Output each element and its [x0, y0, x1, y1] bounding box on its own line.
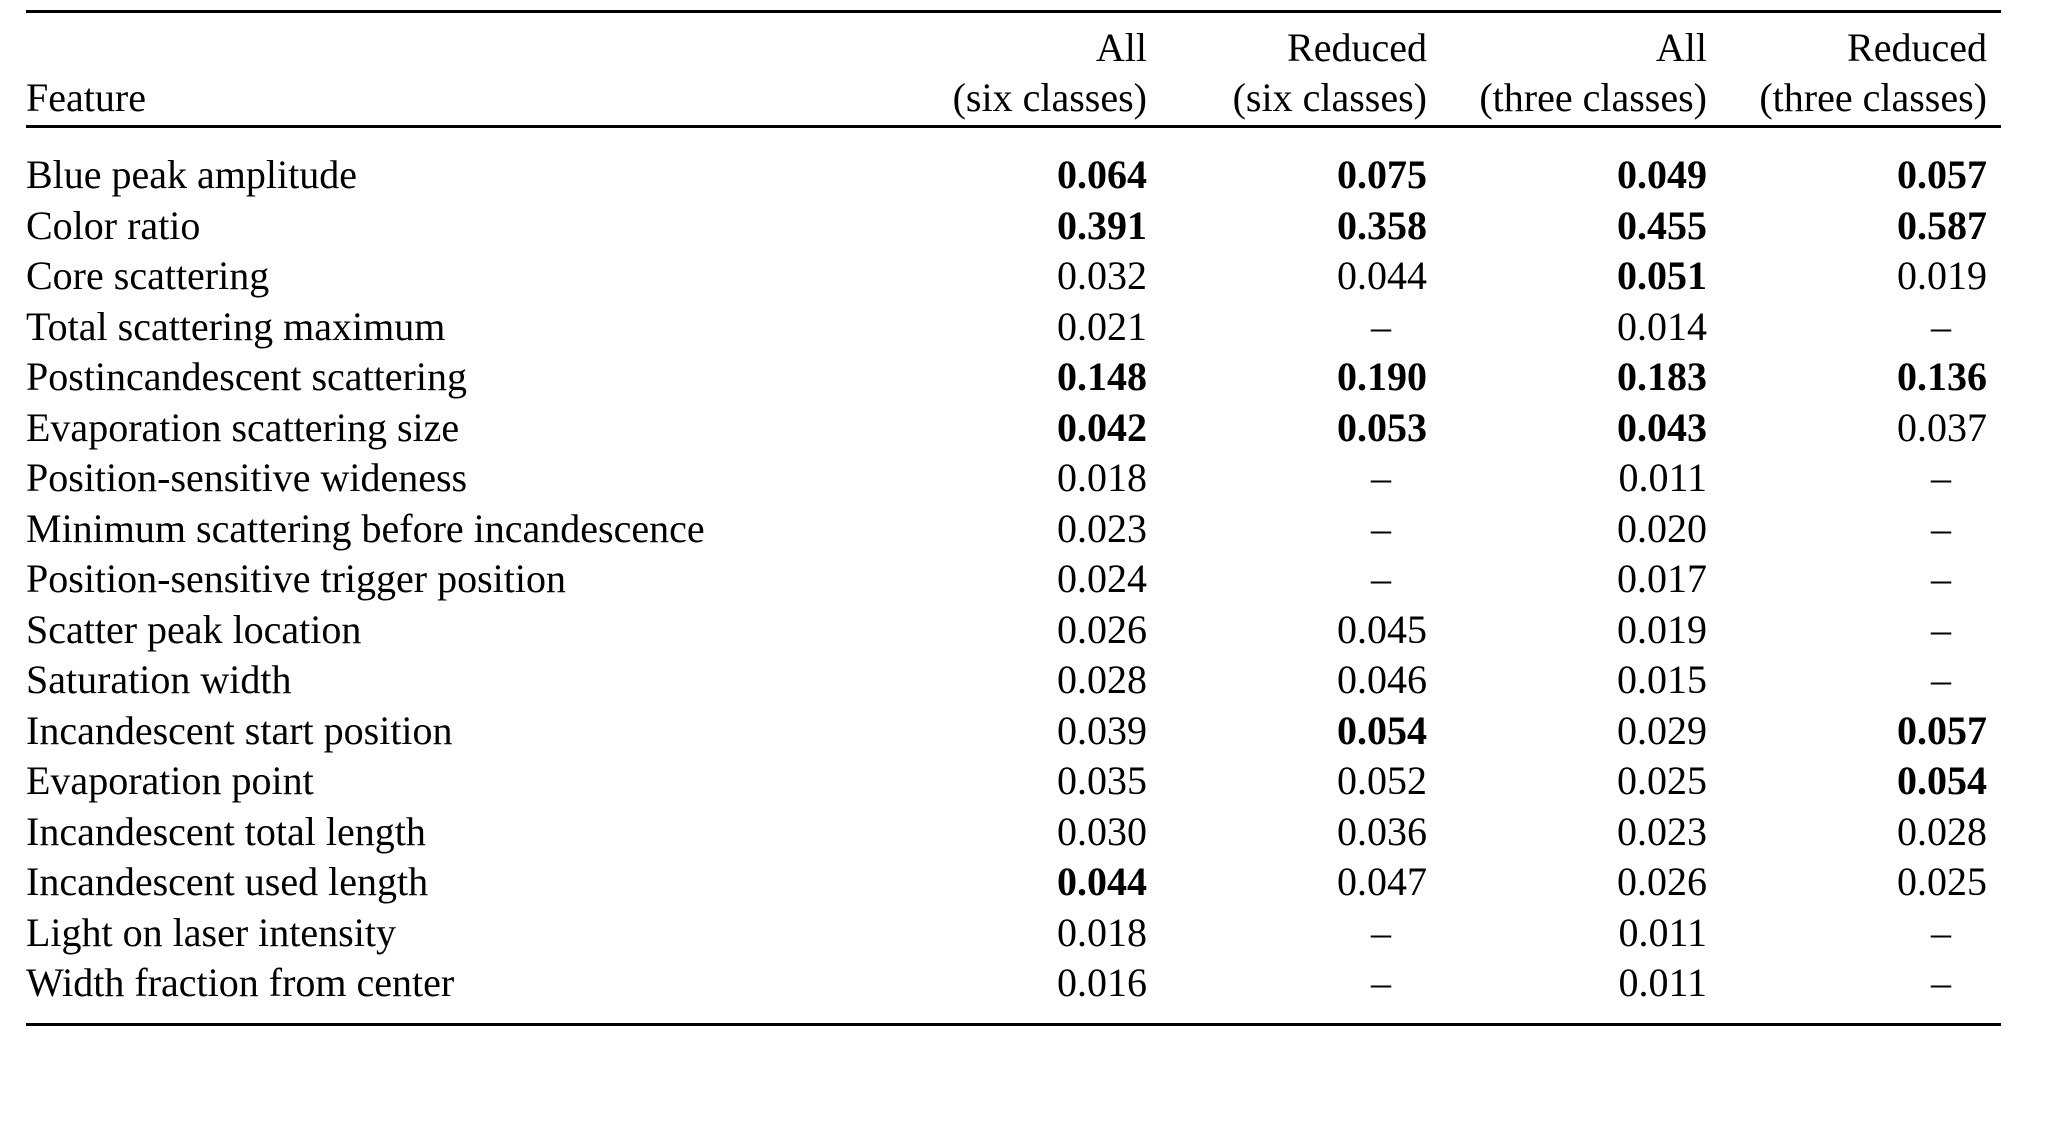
value-cell: 0.148	[1057, 354, 1147, 399]
column-header-all-six-line2: (six classes)	[952, 75, 1147, 120]
value-cell: –	[1371, 455, 1391, 500]
table-row	[26, 958, 2001, 1009]
table-row	[26, 251, 2001, 302]
value-cell: 0.054	[1897, 758, 1987, 803]
header-spacer-row	[26, 13, 2001, 23]
feature-name-cell: Blue peak amplitude	[26, 152, 358, 197]
value-cell: 0.019	[1617, 606, 1707, 652]
value-cell: 0.051	[1617, 253, 1707, 298]
value-cell: 0.017	[1617, 556, 1707, 601]
table-row	[26, 605, 2001, 656]
value-cell: –	[1371, 960, 1391, 1005]
value-cell: 0.075	[1337, 152, 1427, 197]
value-cell: 0.024	[1057, 556, 1147, 601]
value-cell: 0.042	[1057, 404, 1147, 450]
value-cell: 0.052	[1337, 758, 1427, 803]
value-cell: 0.015	[1617, 657, 1707, 702]
bottom-rule-row	[26, 1023, 2001, 1026]
value-cell: 0.044	[1337, 253, 1427, 298]
body-spacer-row	[26, 128, 2001, 150]
value-cell: 0.053	[1337, 404, 1427, 450]
value-cell: 0.047	[1337, 859, 1427, 904]
value-cell: 0.025	[1897, 859, 1987, 904]
feature-name-cell: Width fraction from center	[26, 960, 455, 1005]
column-header-feature	[26, 23, 881, 125]
value-cell: 0.026	[1057, 606, 1147, 652]
value-cell: –	[1371, 556, 1391, 601]
feature-name-cell: Light on laser intensity	[26, 909, 396, 955]
bottom-rule	[26, 1023, 2001, 1026]
value-cell: 0.023	[1057, 505, 1147, 551]
value-cell: –	[1931, 303, 1951, 349]
column-header-all-three-line1: All	[1655, 25, 1707, 70]
table-row	[26, 807, 2001, 858]
feature-name-cell: Core scattering	[26, 253, 270, 298]
value-cell: 0.026	[1617, 859, 1707, 904]
value-cell: 0.018	[1057, 909, 1147, 955]
table-row	[26, 302, 2001, 353]
table-row	[26, 453, 2001, 504]
table-row	[26, 403, 2001, 454]
value-cell: 0.045	[1337, 606, 1427, 652]
table-row	[26, 352, 2001, 403]
table-row	[26, 655, 2001, 706]
column-header-reduced-six-line2: (six classes)	[1232, 75, 1427, 120]
value-cell: 0.039	[1057, 707, 1147, 753]
table-row	[26, 756, 2001, 807]
value-cell: 0.019	[1897, 253, 1987, 298]
column-header-all-six	[881, 23, 1161, 125]
table-header	[26, 10, 2001, 150]
table-row	[26, 857, 2001, 908]
footer-spacer-row	[26, 1009, 2001, 1023]
value-cell: 0.046	[1337, 657, 1427, 702]
table-footer	[26, 1009, 2001, 1026]
value-cell: 0.136	[1897, 354, 1987, 399]
feature-name-cell: Saturation width	[26, 657, 292, 702]
column-header-reduced-three-line2: (three classes)	[1759, 75, 1987, 120]
value-cell: –	[1931, 556, 1951, 601]
value-cell: 0.455	[1617, 202, 1707, 248]
column-header-all-six-line1: All	[1095, 25, 1147, 70]
value-cell: 0.036	[1337, 808, 1427, 854]
table-row	[26, 908, 2001, 959]
feature-name-cell: Evaporation point	[26, 758, 314, 803]
value-cell: 0.049	[1617, 152, 1707, 197]
value-cell: 0.025	[1617, 758, 1707, 803]
table-container	[0, 10, 2067, 1026]
value-cell: 0.023	[1617, 808, 1707, 854]
column-header-row	[26, 23, 2001, 125]
feature-name-cell: Incandescent used length	[26, 859, 429, 904]
value-cell: 0.011	[1618, 960, 1707, 1005]
value-cell: 0.037	[1897, 404, 1987, 450]
value-cell: 0.044	[1057, 859, 1147, 904]
value-cell: 0.028	[1057, 657, 1147, 702]
value-cell: –	[1371, 909, 1391, 955]
table-row	[26, 504, 2001, 555]
value-cell: 0.587	[1897, 202, 1987, 248]
column-header-reduced-three	[1721, 23, 2001, 125]
feature-name-cell: Evaporation scattering size	[26, 404, 460, 450]
value-cell: 0.028	[1897, 808, 1987, 854]
value-cell: 0.057	[1897, 152, 1987, 197]
value-cell: 0.043	[1617, 404, 1707, 450]
feature-name-cell: Color ratio	[26, 202, 201, 248]
column-header-feature-line1: Feature	[26, 75, 146, 120]
feature-name-cell: Minimum scattering before incandescence	[26, 505, 705, 551]
feature-name-cell: Scatter peak location	[26, 606, 362, 652]
value-cell: 0.014	[1617, 303, 1707, 349]
value-cell: –	[1931, 909, 1951, 955]
value-cell: 0.011	[1618, 909, 1707, 955]
value-cell: 0.030	[1057, 808, 1147, 854]
feature-importance-table	[26, 10, 2001, 1026]
value-cell: 0.064	[1057, 152, 1147, 197]
value-cell: –	[1371, 303, 1391, 349]
column-header-all-three	[1441, 23, 1721, 125]
value-cell: 0.358	[1337, 202, 1427, 248]
feature-name-cell: Position-sensitive wideness	[26, 455, 468, 500]
column-header-reduced-six	[1161, 23, 1441, 125]
value-cell: 0.391	[1057, 202, 1147, 248]
table-row	[26, 706, 2001, 757]
value-cell: –	[1931, 505, 1951, 551]
value-cell: 0.054	[1337, 707, 1427, 753]
value-cell: 0.190	[1337, 354, 1427, 399]
table-row	[26, 201, 2001, 252]
value-cell: –	[1931, 960, 1951, 1005]
column-header-reduced-six-line1: Reduced	[1287, 25, 1427, 70]
value-cell: 0.057	[1897, 707, 1987, 753]
value-cell: 0.032	[1057, 253, 1147, 298]
column-header-reduced-three-line1: Reduced	[1847, 25, 1987, 70]
feature-name-cell: Incandescent start position	[26, 707, 453, 753]
feature-name-cell: Position-sensitive trigger position	[26, 556, 566, 601]
table-row	[26, 554, 2001, 605]
value-cell: –	[1931, 657, 1951, 702]
column-header-all-three-line2: (three classes)	[1479, 75, 1707, 120]
value-cell: –	[1931, 455, 1951, 500]
value-cell: 0.029	[1617, 707, 1707, 753]
table-body	[26, 150, 2001, 1009]
feature-name-cell: Total scattering maximum	[26, 303, 446, 349]
value-cell: 0.018	[1057, 455, 1147, 500]
value-cell: 0.183	[1617, 354, 1707, 399]
value-cell: –	[1371, 505, 1391, 551]
value-cell: 0.021	[1057, 303, 1147, 349]
value-cell: –	[1931, 606, 1951, 652]
feature-name-cell: Postincandescent scattering	[26, 354, 467, 399]
value-cell: 0.011	[1618, 455, 1707, 500]
feature-name-cell: Incandescent total length	[26, 808, 426, 854]
table-row	[26, 150, 2001, 201]
value-cell: 0.035	[1057, 758, 1147, 803]
value-cell: 0.020	[1617, 505, 1707, 551]
value-cell: 0.016	[1057, 960, 1147, 1005]
